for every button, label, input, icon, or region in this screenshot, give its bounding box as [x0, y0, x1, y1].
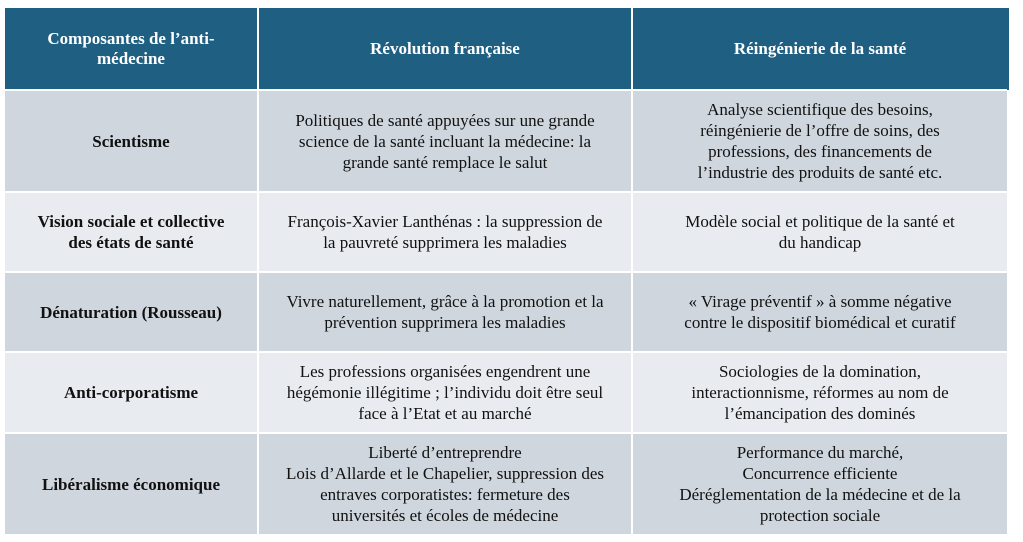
cell-line: Politiques de santé appuyées sur une grande	[295, 110, 595, 130]
header-composantes	[5, 8, 258, 90]
cell-line: Scientisme	[92, 131, 170, 151]
row-label	[5, 272, 258, 352]
cell-line: Anti-corporatisme	[63, 383, 199, 402]
cell-line: Lois d’Allarde et le Chapelier, suppression des	[286, 464, 604, 483]
cell-line: grande santé remplace le salut	[342, 152, 548, 172]
reingenierie-cell	[632, 90, 1007, 192]
cell-line: « Virage préventif » à somme négative	[688, 292, 952, 311]
cell-line: protection sociale	[759, 506, 881, 525]
cell-line: face à l’Etat et au marché	[358, 404, 532, 423]
cell-line: entraves corporatistes: fermeture des	[320, 485, 570, 504]
cell-line: la pauvreté supprimera les maladies	[323, 233, 567, 252]
header-line: Composantes de l’anti-	[47, 28, 215, 48]
header-line: médecine	[97, 48, 165, 68]
cell-line: interactionnisme, réformes au nom de	[691, 383, 949, 402]
cell-line: Dénaturation (Rousseau)	[40, 302, 222, 322]
cell-line: du handicap	[778, 233, 862, 252]
cell-line: Liberté d’entreprendre	[368, 443, 522, 462]
cell-line: contre le dispositif biomédical et curatif	[684, 313, 956, 332]
row-label	[5, 192, 258, 272]
cell-line: universités et écoles de médecine	[331, 506, 559, 525]
header-row	[5, 8, 1007, 90]
cell-line: l’industrie des produits de santé etc.	[697, 163, 943, 182]
cell-line: Déréglementation de la médecine et de la	[679, 485, 961, 504]
cell-line: Modèle social et politique de la santé et	[685, 212, 955, 231]
revolution-cell	[258, 192, 632, 272]
header-revolution: Révolution française	[258, 8, 632, 90]
cell-line: Vision sociale et collective	[37, 212, 225, 231]
comparison-table	[5, 8, 1007, 536]
table-row	[5, 90, 1007, 192]
revolution-cell	[258, 90, 632, 192]
reingenierie-cell	[632, 433, 1007, 535]
cell-line: science de la santé incluant la médecine: la	[298, 131, 592, 151]
reingenierie-cell	[632, 272, 1007, 352]
cell-line: Les professions organisées engendrent une	[299, 362, 591, 381]
table-row	[5, 352, 1007, 433]
reingenierie-cell	[632, 352, 1007, 433]
cell-line: professions, des financements de	[708, 142, 932, 161]
table-row	[5, 433, 1007, 535]
cell-line: François-Xavier Lanthénas : la suppression de	[287, 212, 603, 231]
cell-line: Concurrence efficiente	[742, 464, 898, 483]
row-label	[5, 90, 258, 192]
cell-line: l’émancipation des dominés	[724, 404, 916, 423]
row-label	[5, 433, 258, 535]
cell-line: prévention supprimera les maladies	[324, 313, 566, 332]
row-label	[5, 352, 258, 433]
cell-line: Libéralisme économique	[41, 474, 220, 494]
cell-line: Analyse scientifique des besoins,	[707, 100, 933, 119]
reingenierie-cell	[632, 192, 1007, 272]
cell-line: des états de santé	[68, 233, 194, 252]
header-reingenierie: Réingénierie de la santé	[632, 8, 1007, 90]
header-edge-divider	[1007, 8, 1009, 90]
revolution-cell	[258, 272, 632, 352]
cell-line: Vivre naturellement, grâce à la promotion et la	[286, 292, 604, 311]
table-row	[5, 192, 1007, 272]
cell-line: réingénierie de l’offre de soins, des	[700, 121, 940, 140]
table-row	[5, 272, 1007, 352]
cell-line: hégémonie illégitime ; l’individu doit être seul	[286, 383, 604, 402]
cell-line: Performance du marché,	[736, 443, 904, 462]
cell-line: Sociologies de la domination,	[718, 362, 922, 381]
revolution-cell	[258, 433, 632, 535]
revolution-cell	[258, 352, 632, 433]
